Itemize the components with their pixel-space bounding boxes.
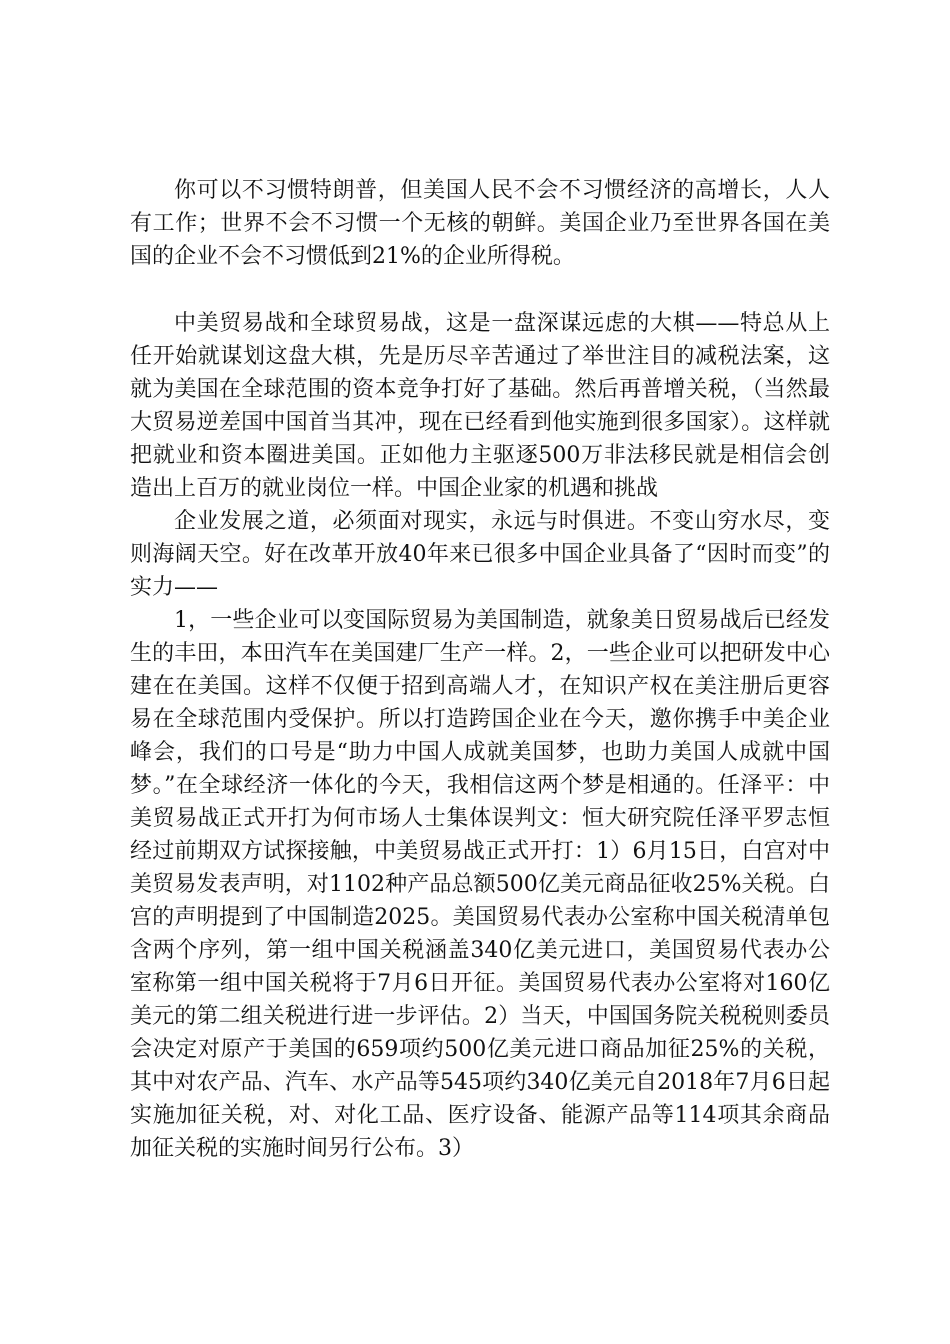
paragraph-trade-war-strategy: 中美贸易战和全球贸易战，这是一盘深谋远虑的大棋——特总从上任开始就谋划这盘大棋，先是历尽辛苦通过了举世注目的减税法案，这就为美国在全球范围的资本竞争打好了基础。然后再普增关税，（当然最大贸易逆差国中国首当其冲，现在已经看到他实施到很多国家）。这样就把就业和资本圈进美国。正如他力主驱逐500万非法移民就是相信会创造出上百万的就业岗位一样。中国企业家的机遇和挑战 (130, 311, 830, 501)
paragraph-enterprise-development: 企业发展之道，必须面对现实，永远与时俱进。不变山穷水尽，变则海阔天空。好在改革开放40年来已很多中国企业具备了“因时而变”的实力—— (130, 509, 830, 600)
document-body (130, 174, 830, 1165)
paragraph-trump-habits: 你可以不习惯特朗普，但美国人民不会不习惯经济的高增长，人人有工作；世界不会不习惯一个无核的朝鲜。美国企业乃至世界各国在美国的企业不会不习惯低到21%的企业所得税。 (130, 178, 830, 269)
paragraph-spacer (130, 273, 830, 307)
paragraph-enterprise-options: 1，一些企业可以变国际贸易为美国制造，就象美日贸易战后已经发生的丰田，本田汽车在美国建厂生产一样。2，一些企业可以把研发中心建在在美国。这样不仅便于招到高端人才，在知识产权在美注册后更容易在全球范围内受保护。所以打造跨国企业在今天，邀你携手中美企业峰会，我们的口号是“助力中国人成就美国梦，也助力美国人成就中国梦。”在全球经济一体化的今天，我相信这两个梦是相通的。任泽平：中美贸易战正式开打为何市场人士集体误判文：恒大研究院任泽平罗志恒经过前期双方试探接触，中美贸易战正式开打：1）6月15日，白宫对中美贸易发表声明，对1102种产品总额500亿美元商品征收25%关税。白宫的声明提到了中国制造2025。美国贸易代表办公室称中国关税清单包含两个序列，第一组中国关税涵盖340亿美元进口，美国贸易代表办公室称第一组中国关税将于7月6日开征。美国贸易代表办公室将对160亿美元的第二组关税进行进一步评估。2）当天，中国国务院关税税则委员会决定对原产于美国的659项约500亿美元进口商品加征25%的关税，其中对农产品、汽车、水产品等545项约340亿美元自2018年7月6日起实施加征关税，对、对化工品、医疗设备、能源产品等114项其余商品加征关税的实施时间另行公布。3） (130, 608, 830, 1161)
